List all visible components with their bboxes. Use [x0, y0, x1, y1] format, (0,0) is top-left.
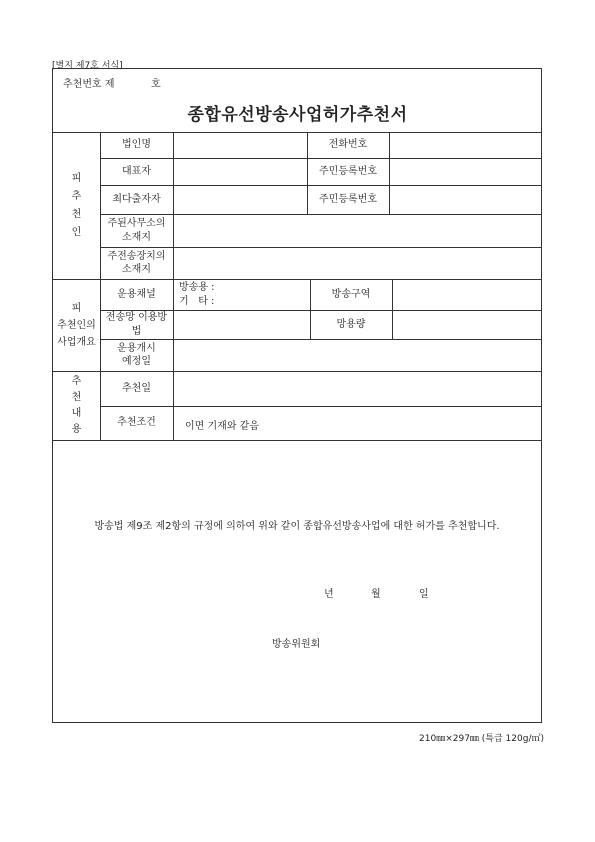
- largest-investor-label: 최다출자자: [112, 193, 161, 205]
- rec-condition-value: 이면 기재와 같음: [185, 421, 259, 432]
- form-number-label: [별지 제7호 서식]: [52, 61, 123, 71]
- rec-number-label: 추천번호 제: [63, 79, 115, 90]
- representative-label: 대표자: [122, 165, 151, 177]
- corp-name-label: 법인명: [122, 139, 151, 151]
- channel-value: 방송용 : 기 타 :: [179, 282, 215, 307]
- start-date-label: 운용개시 예정일: [117, 342, 156, 367]
- date-year: 년: [324, 589, 334, 600]
- recommendee-group-label: 피 추 천 인: [71, 172, 82, 238]
- capacity-label: 망용량: [336, 318, 366, 330]
- column-line: [389, 132, 390, 214]
- rec-condition-label: 추천조건: [117, 417, 156, 429]
- rrn-label: 주민등록번호: [319, 165, 377, 177]
- issuer-name: 방송위원회: [272, 639, 321, 650]
- rrn-label: 주민등록번호: [319, 193, 377, 205]
- recommendation-group-label: 추 천 내 용: [71, 375, 82, 435]
- date-day: 일: [419, 589, 429, 600]
- column-line: [392, 279, 393, 339]
- phone-label: 전화번호: [328, 139, 368, 151]
- paper-spec: 210㎜×297㎜ (특급 120g/㎡): [419, 734, 544, 744]
- column-line: [173, 132, 174, 440]
- facility-address-label: 주전송장치의 소재지: [107, 250, 166, 275]
- area-label: 방송구역: [331, 288, 371, 300]
- network-label: 전송망 이용방 법: [105, 312, 168, 337]
- page-title: 종합유선방송사업허가추천서: [187, 105, 408, 125]
- date-month: 월: [371, 589, 381, 600]
- divider-section: [53, 440, 541, 441]
- channel-label: 운용채널: [117, 288, 156, 300]
- rec-date-label: 추천일: [122, 382, 151, 394]
- office-address-label: 주된사무소의 소재지: [107, 218, 166, 243]
- rec-number-suffix: 호: [151, 79, 161, 90]
- form-frame: [52, 68, 542, 723]
- business-group-label: 피 추천인의 사업개요: [57, 302, 96, 348]
- statement-text: 방송법 제9조 제2항의 규정에 의하여 위와 같이 종합유선방송사업에 대한 허가를 추천합니다.: [94, 521, 500, 532]
